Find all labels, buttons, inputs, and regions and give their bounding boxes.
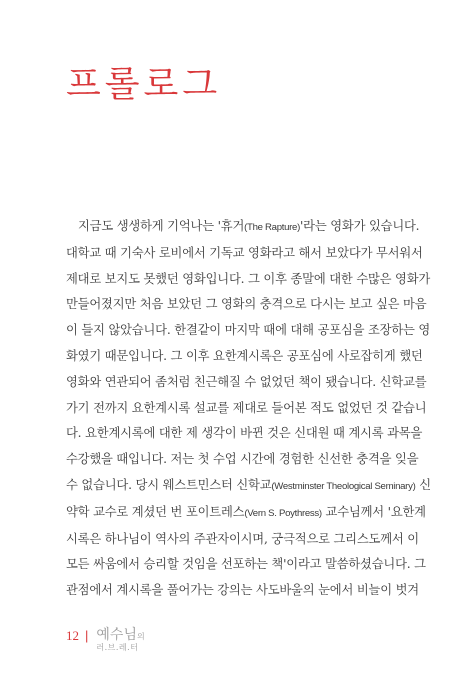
text-segment: 모든 싸움에서 승리할 것임을 선포하는 책'이라고 말씀하셨습니다. 그 — [66, 557, 426, 572]
footer-separator: | — [85, 628, 89, 643]
text-segment: 제대로 보지도 못했던 영화입니다. 그 이후 종말에 대한 수많은 영화가 — [66, 271, 431, 286]
text-line — [66, 344, 423, 370]
page-number: 12 — [66, 628, 79, 643]
text-line — [66, 500, 426, 527]
book-title-suffix: 의 — [136, 632, 145, 641]
text-line — [66, 318, 431, 344]
text-segment: 시록은 하나님이 역사의 주관자이시며, 궁극적으로 그리스도께서 이 — [66, 531, 419, 546]
text-segment: 수강했을 때입니다. 저는 첫 수업 시간에 경험한 신선한 충격을 잊을 — [66, 452, 419, 467]
text-line — [66, 447, 419, 473]
text-segment: 영화와 연관되어 좀처럼 친근해질 수 없었던 책이 됐습니다. 신학교를 — [66, 374, 427, 389]
book-title — [96, 628, 144, 642]
page-footer — [66, 628, 145, 652]
text-line — [66, 578, 419, 604]
book-title-main: 예수님 — [96, 627, 137, 643]
text-line — [66, 396, 427, 422]
text-segment: 관점에서 계시록을 풀어가는 강의는 사도바울의 눈에서 비늘이 벗겨 — [66, 583, 419, 598]
text-line — [66, 370, 427, 396]
english-annotation: (The Rapture) — [244, 222, 300, 233]
text-line — [66, 473, 431, 500]
text-segment: '라는 영화가 있습니다. — [299, 219, 420, 233]
text-segment: 다. 요한계시록에 대한 제 생각이 바뀐 것은 신대원 때 계시록 과목을 — [66, 426, 423, 441]
text-line — [66, 292, 427, 318]
text-line — [66, 552, 426, 578]
book-subtitle: 러.브.레.터 — [96, 643, 139, 652]
text-segment: 교수님께서 '요한계 — [321, 504, 426, 519]
text-segment: 지금도 생생하게 기억나는 '휴거 — [78, 219, 245, 233]
text-segment: 수 없습니다. 당시 웨스트민스터 신학교 — [66, 477, 272, 492]
english-annotation: (Vern S. Poythress) — [244, 507, 322, 519]
text-line — [66, 241, 423, 267]
text-segment: 이 들지 않았습니다. 한결같이 마지막 때에 대해 공포심을 조장하는 영 — [66, 323, 431, 338]
text-segment: 가기 전까지 요한계시록 설교를 제대로 들어본 적도 없었던 것 같습니 — [66, 400, 427, 415]
text-segment: 만들어졌지만 처음 보았던 그 영화의 충격으로 다시는 보고 싶은 마음 — [66, 297, 427, 312]
book-title-logo — [96, 628, 144, 652]
body-text — [66, 214, 431, 604]
text-segment: 약학 교수로 계셨던 번 포이트레스 — [66, 504, 245, 519]
text-line — [66, 527, 419, 553]
text-line — [66, 421, 423, 447]
page-title: 프롤로그 — [66, 64, 222, 105]
text-segment: 대학교 때 기숙사 로비에서 기독교 영화라고 해서 보았다가 무서워서 — [66, 245, 423, 260]
text-segment: 화였기 때문입니다. 그 이후 요한계시록은 공포심에 사로잡히게 했던 — [66, 348, 423, 363]
text-segment: 신 — [415, 477, 431, 492]
text-line — [66, 267, 431, 293]
text-line — [66, 214, 420, 241]
english-annotation: (Westminster Theological Seminary) — [271, 480, 416, 492]
